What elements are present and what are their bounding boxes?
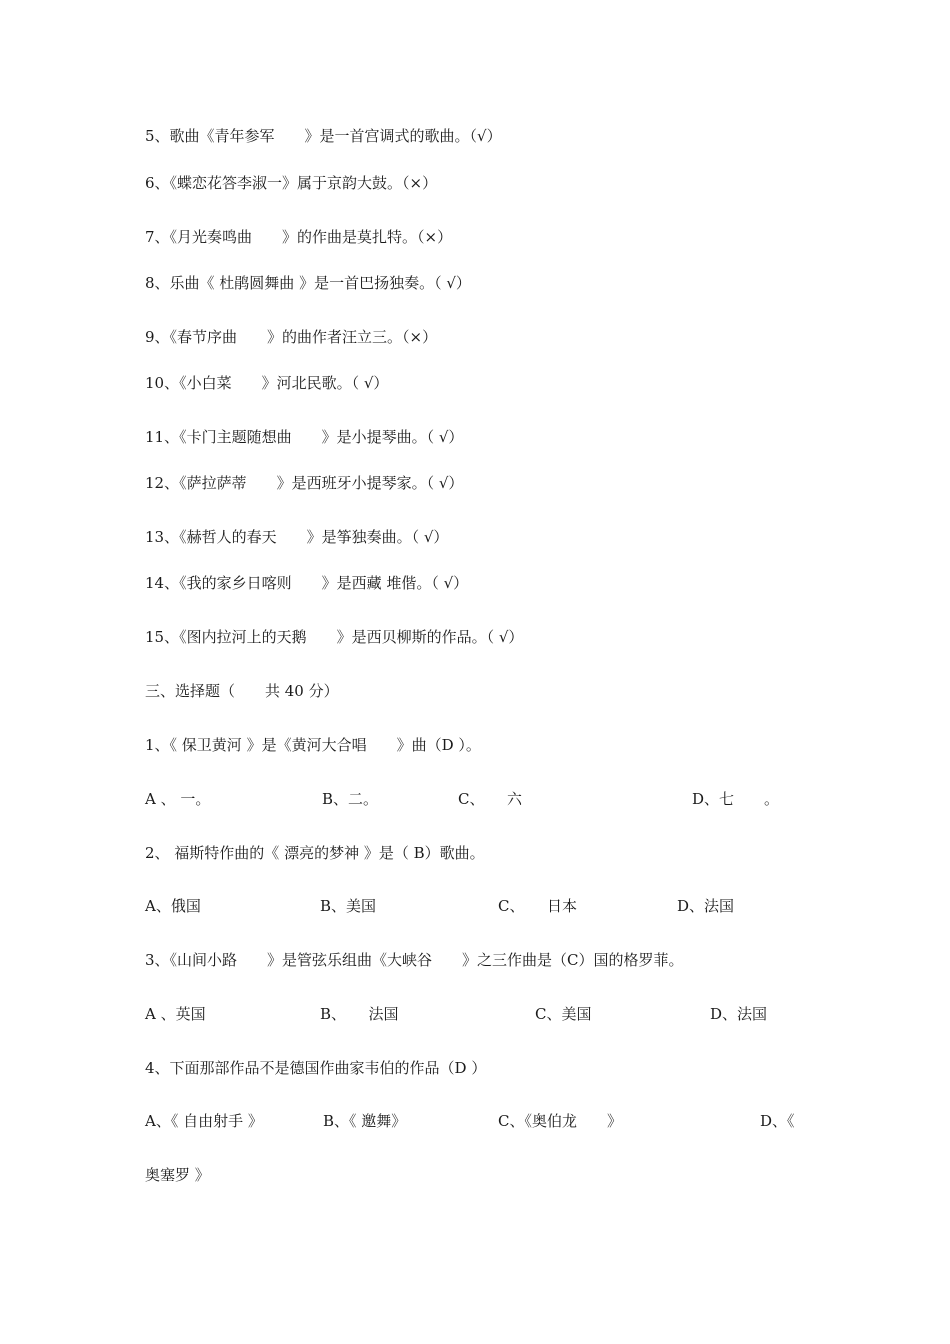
choice-4-option-d-continuation: 奥塞罗 》 <box>145 1166 210 1184</box>
choice-1-option-b: B、二。 <box>322 790 379 808</box>
tf-question-14: 14、《我的家乡日喀则 》是西藏 堆偕。（ √） <box>145 574 469 592</box>
tf-question-7: 7、《月光奏鸣曲 》的作曲是莫扎特。（×） <box>145 228 453 246</box>
choice-2-option-d: D、法国 <box>677 897 735 915</box>
tf-question-9: 9、《春节序曲 》的曲作者汪立三。（×） <box>145 328 438 346</box>
choice-4-option-a: A、《 自由射手 》 <box>145 1112 263 1130</box>
tf-question-5: 5、歌曲《青年参军 》是一首宫调式的歌曲。（√） <box>145 127 502 145</box>
choice-2-option-c: C、 日本 <box>498 897 577 915</box>
choice-3-option-a: A 、英国 <box>145 1005 206 1023</box>
choice-1-option-c: C、 六 <box>458 790 522 808</box>
section-title: 三、选择题（ 共 40 分） <box>145 682 339 700</box>
tf-question-11: 11、《卡门主题随想曲 》是小提琴曲。（ √） <box>145 428 464 446</box>
tf-question-13: 13、《赫哲人的春天 》是筝独奏曲。（ √） <box>145 528 449 546</box>
tf-question-10: 10、《小白菜 》河北民歌。（ √） <box>145 374 389 392</box>
tf-question-6: 6、《蝶恋花答李淑一》属于京韵大鼓。（×） <box>145 174 438 192</box>
tf-question-12: 12、《萨拉萨蒂 》是西班牙小提琴家。（ √） <box>145 474 464 492</box>
choice-1-option-d: D、七 。 <box>692 790 780 808</box>
choice-2-option-a: A、俄国 <box>145 897 201 915</box>
choice-4-option-b: B、《 邀舞》 <box>323 1112 407 1130</box>
choice-3-option-b: B、 法国 <box>320 1005 399 1023</box>
choice-2-option-b: B、美国 <box>320 897 377 915</box>
tf-question-8: 8、乐曲《 杜鹃圆舞曲 》是一首巴扬独奏。（ √） <box>145 274 471 292</box>
tf-question-15: 15、《图内拉河上的天鹅 》是西贝柳斯的作品。（ √） <box>145 628 524 646</box>
choice-question-3: 3、《山间小路 》是管弦乐组曲《大峡谷 》之三作曲是（C）国的格罗菲。 <box>145 951 684 969</box>
choice-3-option-d: D、法国 <box>710 1005 768 1023</box>
choice-question-4: 4、下面那部作品不是德国作曲家韦伯的作品（D ） <box>145 1059 487 1077</box>
choice-4-option-c: C、《奥伯龙 》 <box>498 1112 622 1130</box>
choice-question-2: 2、 福斯特作曲的《 漂亮的梦神 》是（ B）歌曲。 <box>145 844 485 862</box>
choice-3-option-c: C、美国 <box>535 1005 592 1023</box>
choice-1-option-a: A 、 一。 <box>145 790 211 808</box>
choice-question-1: 1、《 保卫黄河 》是《黄河大合唱 》曲（D ）。 <box>145 736 481 754</box>
choice-4-option-d: D、《 <box>760 1112 795 1130</box>
